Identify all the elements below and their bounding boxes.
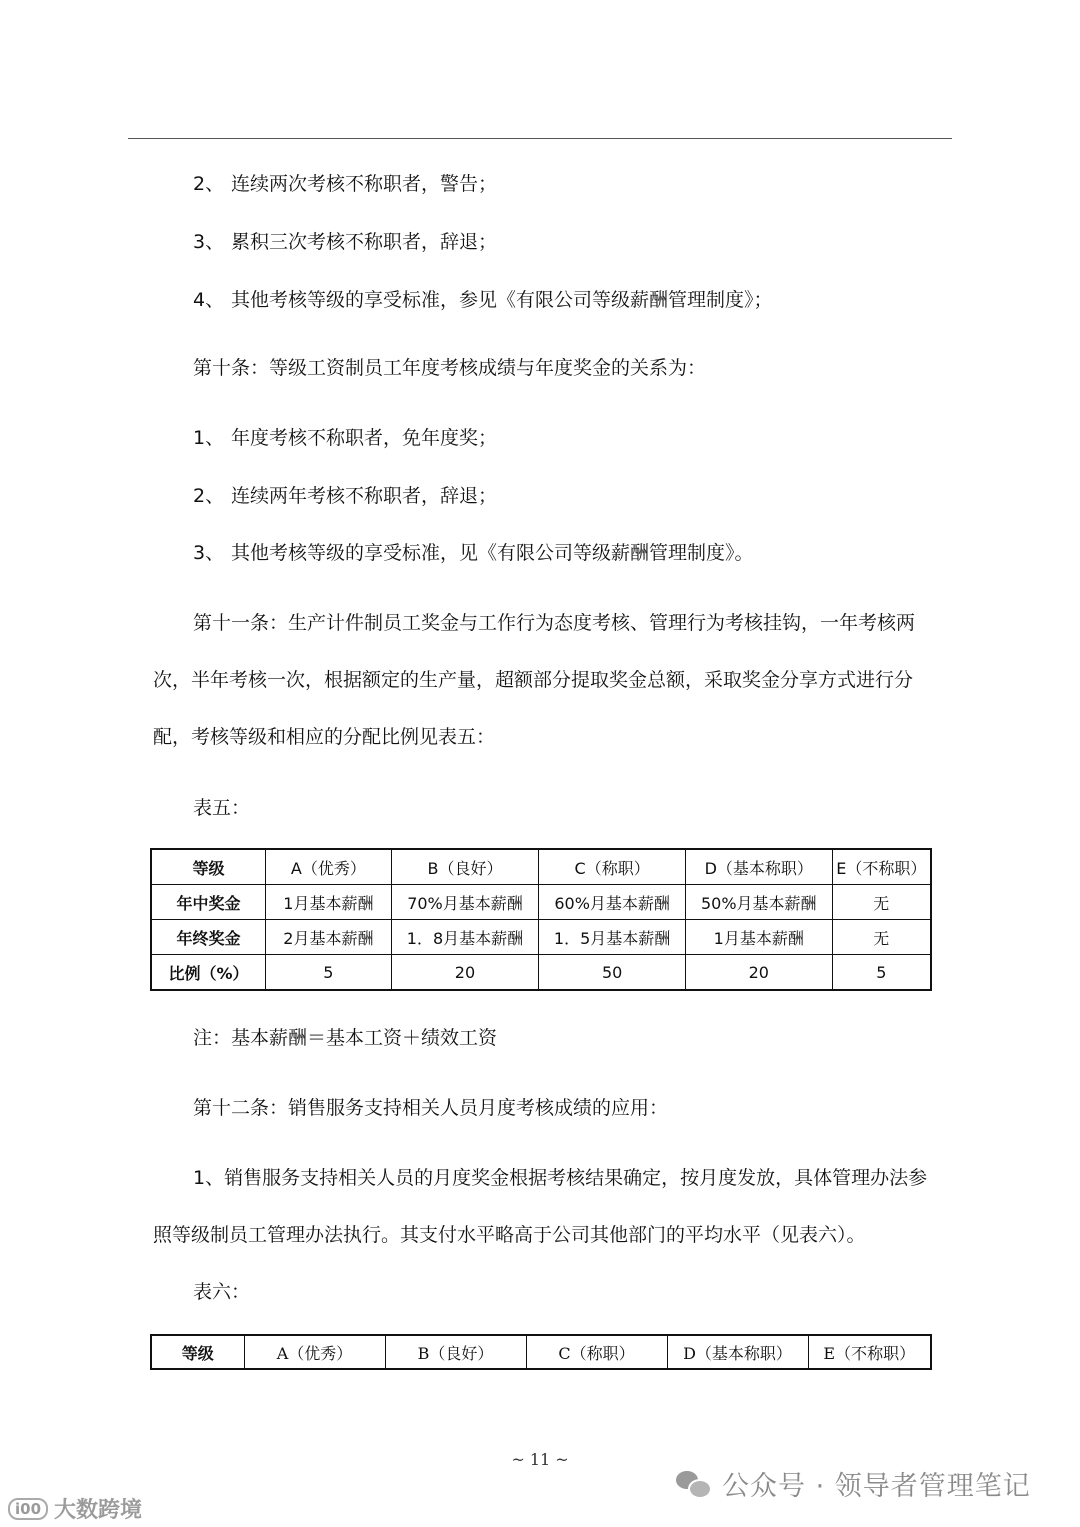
watermark-text: 公众号 · 领导者管理笔记 (722, 1471, 1031, 1502)
article-12-line-1: 1、销售服务支持相关人员的月度奖金根据考核结果确定，按月度发放，具体管理办法参 (193, 1167, 928, 1189)
list-item: 3、 其他考核等级的享受标准，见《有限公司等级薪酬管理制度》。 (193, 542, 754, 564)
table-cell: 50%月基本薪酬 (685, 885, 832, 920)
table-cell: 50 (539, 955, 686, 991)
article-11-line-1: 第十一条：生产计件制员工奖金与工作行为态度考核、管理行为考核挂钩，一年考核两 (193, 612, 916, 634)
table-cell: 20 (685, 955, 832, 991)
table-cell: 1．8月基本薪酬 (391, 920, 539, 955)
table-cell: 5 (266, 955, 392, 991)
table-five (150, 848, 932, 991)
table-cell: 等级 (151, 849, 266, 885)
list-item: 2、 连续两年考核不称职者，辞退； (193, 485, 498, 507)
article-12-line-2: 照等级制员工管理办法执行。其支付水平略高于公司其他部门的平均水平（见表六）。 (153, 1224, 866, 1246)
table-cell: 5 (832, 955, 931, 991)
table-cell: 20 (391, 955, 539, 991)
table-cell: 年中奖金 (151, 885, 266, 920)
table-cell: 1月基本薪酬 (266, 885, 392, 920)
table-cell: D（基本称职） (685, 849, 832, 885)
list-item: 2、 连续两次考核不称职者，警告； (193, 173, 498, 195)
table-cell: C（称职） (539, 849, 686, 885)
list-item: 1、 年度考核不称职者，免年度奖； (193, 427, 498, 449)
table-cell: 1．5月基本薪酬 (539, 920, 686, 955)
table-header-row (151, 1335, 931, 1369)
watermark-left (8, 1493, 142, 1524)
table-cell: A（优秀） (266, 849, 392, 885)
table-cell: 60%月基本薪酬 (539, 885, 686, 920)
article-11-line-3: 配，考核等级和相应的分配比例见表五： (153, 726, 496, 748)
table-cell: 年终奖金 (151, 920, 266, 955)
table-cell: 比例（%） (151, 955, 266, 991)
table5-note: 注：基本薪酬＝基本工资＋绩效工资 (193, 1027, 498, 1049)
page-number: ~ 11 ~ (511, 1450, 569, 1469)
table-cell: E（不称职） (808, 1335, 931, 1369)
table-six (150, 1334, 932, 1370)
table5-caption: 表五： (193, 797, 251, 819)
table-cell: D（基本称职） (667, 1335, 808, 1369)
table-row (151, 920, 931, 955)
wechat-icon (676, 1469, 710, 1499)
table-cell: 无 (832, 920, 931, 955)
table-cell: 70%月基本薪酬 (391, 885, 539, 920)
table-cell: 1月基本薪酬 (685, 920, 832, 955)
table-cell: C（称职） (526, 1335, 667, 1369)
list-item: 4、 其他考核等级的享受标准，参见《有限公司等级薪酬管理制度》； (193, 289, 773, 311)
table6-caption: 表六： (193, 1281, 251, 1303)
article-12-heading: 第十二条：销售服务支持相关人员月度考核成绩的应用： (193, 1097, 669, 1119)
table-cell: 无 (832, 885, 931, 920)
table-cell: E（不称职） (832, 849, 931, 885)
watermark-text: 大数跨境 (54, 1498, 143, 1523)
watermark-right (676, 1464, 1031, 1503)
brand-logo-icon: i00 (8, 1498, 48, 1520)
header-rule (128, 138, 952, 139)
table-cell: 2月基本薪酬 (266, 920, 392, 955)
table-cell: B（良好） (391, 849, 539, 885)
table-cell: A（优秀） (244, 1335, 385, 1369)
table-header-row (151, 849, 931, 885)
table-row (151, 955, 931, 991)
article-11-line-2: 次，半年考核一次，根据额定的生产量，超额部分提取奖金总额，采取奖金分享方式进行分 (153, 669, 914, 691)
table-row (151, 885, 931, 920)
article-10-heading: 第十条：等级工资制员工年度考核成绩与年度奖金的关系为： (193, 357, 707, 379)
list-item: 3、 累积三次考核不称职者，辞退； (193, 231, 498, 253)
table-cell: 等级 (151, 1335, 244, 1369)
table-cell: B（良好） (385, 1335, 526, 1369)
